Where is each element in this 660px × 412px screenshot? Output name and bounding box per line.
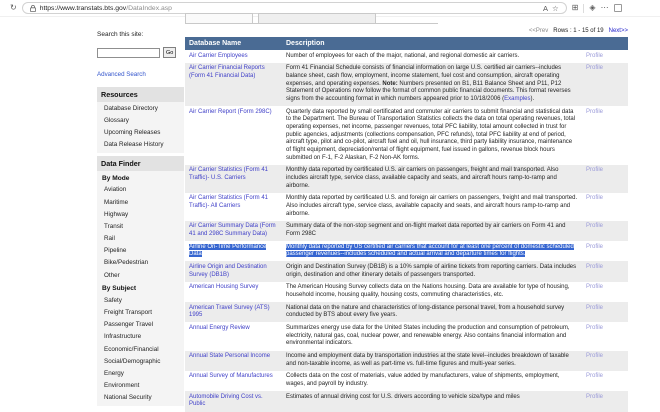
table-row	[185, 302, 628, 322]
table-row	[185, 50, 628, 63]
subject-link[interactable]: Infrastructure	[104, 333, 142, 341]
reload-icon[interactable]: ↻	[10, 3, 17, 12]
database-name-link[interactable]: Air Carrier Financial Reports (Form 41 Financial Data)	[189, 65, 265, 79]
profile-link[interactable]: Profile	[586, 393, 604, 400]
database-name-link[interactable]: Air Carrier Statistics (Form 41 Traffic)- All Carriers	[189, 195, 269, 209]
profile-link[interactable]: Profile	[586, 284, 604, 291]
table-row	[185, 371, 628, 391]
sidebar	[97, 31, 184, 406]
mode-link[interactable]: Rail	[104, 235, 115, 243]
mode-link[interactable]: Bike/Pedestrian	[104, 259, 149, 267]
table-row	[185, 351, 628, 371]
search-input[interactable]	[97, 48, 160, 58]
url-host: https://www.transtats.bts.gov	[39, 4, 127, 12]
table-row	[185, 261, 628, 281]
table-row	[185, 165, 628, 193]
col-description: Description	[282, 37, 582, 50]
database-name-link[interactable]: Airline Origin and Destination Survey (DB1B)	[189, 263, 267, 278]
database-name-link[interactable]: Air Carrier Statistics (Form 41 Traffic)- U.S. Carriers	[189, 167, 269, 181]
more-options-icon[interactable]: ⋯	[600, 3, 609, 12]
clipped-tab-1[interactable]	[185, 13, 253, 23]
mode-link[interactable]: Other	[104, 271, 120, 279]
database-table	[185, 37, 628, 412]
mode-link[interactable]: Transit	[104, 222, 124, 230]
by-subject-list	[97, 294, 184, 404]
profile-link[interactable]: Profile	[586, 223, 604, 230]
search-row	[97, 47, 184, 58]
description-text: Summary data of the non-stop segment and on-flight market data reported by air carriers on Form 41 and Form 298C	[286, 223, 566, 237]
by-subject-header: By Subject	[102, 285, 137, 293]
database-name-link[interactable]: Annual Energy Review	[189, 324, 250, 331]
profile-link[interactable]: Profile	[586, 167, 604, 174]
resources-panel	[97, 87, 184, 153]
description-text: Summarizes energy use data for the United States including the production and consumption of petroleum, electricity, natural gas, coal, nuclear power, and renewable energy. Also contains financial information and environmental indicators.	[286, 324, 570, 347]
database-name-link[interactable]: Annual State Personal Income	[189, 353, 271, 359]
description-text: Origin and Destination Survey (DB1B) is a 10% sample of airline tickets from reporting carriers. Data includes origin, destination and other itinerary details of passengers transported.	[286, 263, 577, 278]
table-row	[185, 391, 628, 411]
profile-link[interactable]: Profile	[586, 373, 604, 380]
database-name-link[interactable]: American Housing Survey	[189, 284, 259, 291]
profile-link[interactable]: Profile	[586, 65, 604, 72]
table-row	[185, 106, 628, 165]
database-name-link[interactable]: Automobile Driving Cost vs. Public	[189, 393, 263, 408]
description-text: Number of employees for each of the major, national, and regional domestic air carriers.	[286, 52, 520, 59]
profile-link[interactable]: Profile	[586, 304, 604, 311]
subject-link[interactable]: Energy	[104, 369, 124, 377]
table-row	[185, 193, 628, 221]
collections-icon[interactable]: ⊞	[571, 3, 579, 12]
description-text: Form 41 Financial Schedule consists of financial information on large U.S. certified air carriers--includes balance sheet, cash flow, employment, income statement, fuel cost and consumption, aircraft operating expenses, and operating expenses. Note: Numbers presented on B1, B11 Balance Sheet and P11, P12 Statement of Operations now follow the format of common public financial documents. This format reverses signs from the accounting format in which numbers appeared prior to 10/18/2006 (Examples).	[286, 65, 571, 102]
pagination	[185, 28, 628, 34]
subject-link[interactable]: Freight Transport	[104, 309, 152, 317]
search-label: Search this site:	[97, 31, 144, 38]
database-name-link[interactable]: Airline On-Time Performance Data	[189, 243, 267, 258]
database-name-link[interactable]: American Travel Survey (ATS) 1995	[189, 304, 270, 319]
mode-link[interactable]: Aviation	[104, 186, 127, 194]
favorite-star-icon[interactable]: ☆	[551, 3, 559, 13]
table-header-row	[185, 37, 628, 50]
clipped-tabs	[185, 13, 438, 24]
subject-link[interactable]: Environment	[104, 382, 140, 390]
mode-link[interactable]: Highway	[104, 210, 129, 218]
url-text	[40, 5, 539, 12]
table-row	[185, 63, 628, 106]
col-profile-spacer	[582, 37, 628, 50]
description-text: Collects data on the cost of materials, value added by manufacturers, value of shipments, employment, wages, and payroll by industry.	[286, 373, 560, 388]
resources-header: Resources	[97, 87, 184, 102]
subject-link[interactable]: Economic/Financial	[104, 345, 159, 353]
profile-link[interactable]: Profile	[586, 195, 604, 202]
table-row	[185, 221, 628, 241]
description-text: Monthly data reported by certificated U.S. air carriers on passengers, freight and mail transported. Also includes aircraft type, service class, available capacity and seats, and aircraft hours ramp-to-ramp and airborne.	[286, 167, 559, 189]
resources-link[interactable]: Database Directory	[104, 104, 158, 112]
chrome-divider	[583, 4, 584, 13]
main-content	[185, 13, 645, 412]
browser-essentials-icon[interactable]: ◈	[589, 3, 596, 12]
resources-link[interactable]: Data Release History	[104, 141, 164, 149]
subject-link[interactable]: Passenger Travel	[104, 321, 154, 329]
description-text: Estimates of annual driving cost for U.S. drivers according to vehicle size/type and miles	[286, 393, 520, 400]
database-name-link[interactable]: Air Carrier Employees	[189, 52, 248, 59]
database-name-link[interactable]: Air Carrier Report (Form 298C)	[189, 108, 272, 115]
description-text: Quarterly data reported by small certificated and commuter air carriers to submit financial and statistical data to the Department. The Bureau of Transportation Statistics collects the data on total operating revenues, total operating expenses, net income, passenger revenues, total PFC liability, total amount collected in trust for public agencies, adjustments (collections compensation, PFC refunds), total PFC liability at end of period, aircraft type, pilot and co-pilot, aircraft fuel and oil, hull insurance, third party liability insurance, maintenance of flight equipment, depreciation/rental of flight equipment, fuel issued in gallons, revenue block hours submitted on F-1, F-2 Alaskan, F-2 Non-AK forms.	[286, 108, 576, 161]
text-size-icon[interactable]: A	[542, 3, 548, 13]
profile-link[interactable]: Profile	[586, 353, 604, 359]
subject-link[interactable]: National Security	[104, 394, 152, 402]
data-finder-panel	[97, 156, 184, 406]
subject-link[interactable]: Safety	[104, 296, 122, 304]
resources-link[interactable]: Upcoming Releases	[104, 128, 161, 136]
profile-link[interactable]: Profile	[586, 263, 604, 270]
mode-link[interactable]: Pipeline	[104, 247, 127, 255]
description-text: National data on the nature and characteristics of long-distance personal travel, from a household survey conducted by BTS about every five years.	[286, 304, 565, 319]
prev-link[interactable]: <<Prev	[528, 28, 549, 34]
database-name-link[interactable]: Air Carrier Summary Data (Form 41 and 298C Summary Data)	[189, 223, 276, 237]
description-text: Monthly data reported by certificated U.S. and foreign air carriers on passengers, freight and mail transported. Also includes aircraft type, service class, available capacity and seats, and aircraft hours ramp-to-ramp and airborne.	[286, 195, 578, 217]
mode-link[interactable]: Maritime	[104, 198, 129, 206]
resources-list	[97, 102, 184, 151]
database-name-link[interactable]: Annual Survey of Manufactures	[189, 373, 273, 380]
profile-link[interactable]: Profile	[586, 108, 604, 115]
resources-link[interactable]: Glossary	[104, 116, 129, 124]
lock-icon	[30, 5, 36, 12]
clipped-tab-2[interactable]	[258, 13, 376, 23]
profile-link[interactable]: Profile	[586, 243, 604, 250]
table-row	[185, 241, 628, 261]
data-finder-header: Data Finder	[97, 156, 184, 171]
profile-link[interactable]: Profile	[586, 324, 604, 331]
examples-link[interactable]: Examples	[504, 95, 531, 102]
table-row	[185, 322, 628, 350]
description-text: Monthly data reported by US certified air carriers that account for at least one percent of domestic scheduled passenger revenues--includes scheduled and actual arrival and departure times for flights.	[286, 243, 574, 258]
table-row	[185, 282, 628, 302]
rows-indicator: Rows : 1 - 15 of 19	[553, 28, 604, 34]
sidebar-panel-icon[interactable]	[614, 4, 622, 12]
advanced-search-link[interactable]: Advanced Search	[97, 71, 146, 78]
url-path: /DataIndex.asp	[126, 4, 172, 12]
subject-link[interactable]: Social/Demographic	[104, 357, 161, 365]
profile-link[interactable]: Profile	[586, 52, 604, 59]
search-go-button[interactable]: Go	[163, 47, 176, 58]
description-text: Income and employment data by transportation industries at the state level--includes breakdown of taxable and non-taxable income, as well as part-time vs. full-time figures and multi-year series.	[286, 353, 569, 367]
by-mode-header: By Mode	[102, 174, 130, 182]
by-mode-list	[97, 184, 184, 282]
description-text: The American Housing Survey collects data on the Nations housing. Data are available for type of housing, household income, housing quality, housing costs, commuting characteristics, etc.	[286, 284, 570, 298]
col-database-name: Database Name	[185, 37, 282, 50]
next-link[interactable]: Next>>	[608, 28, 628, 34]
